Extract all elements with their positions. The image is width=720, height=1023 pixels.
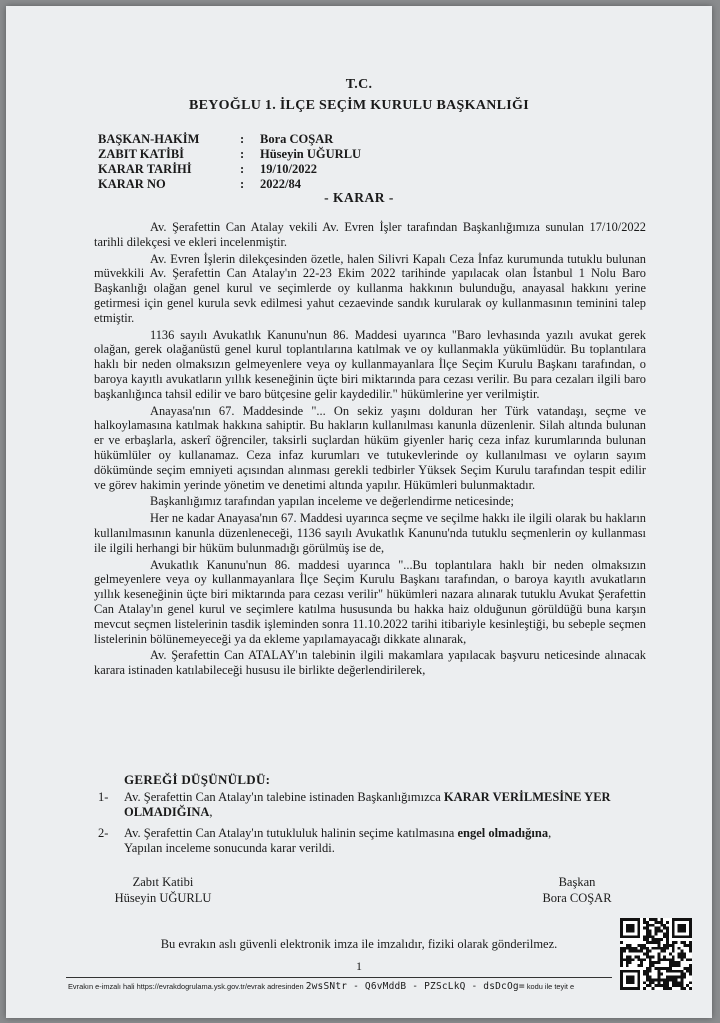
signature-role: Başkan [558, 875, 596, 889]
decision-body [94, 220, 646, 678]
meta-colon: : [240, 147, 245, 161]
signature-role: Zabıt Katibi [132, 875, 194, 889]
item-number: 2- [98, 826, 109, 840]
signature-name: Hüseyin UĞURLU [114, 891, 212, 905]
verification-code: 2wsSNtr - Q6vMddB - PZScLkQ - dsDcOg= [305, 981, 525, 992]
paragraph: Av. Şerafettin Can ATALAY'ın talebinin ilgili makamlara yapılacak başvuru neticesinde alınacak karara istinaden katılabileceği hususu ile birlikte değerlendirilerek, [94, 648, 646, 678]
signature-name: Bora COŞAR [542, 891, 612, 905]
gerek-title: GEREĞİ DÜŞÜNÜLDÜ: [124, 772, 271, 787]
paragraph: 1136 sayılı Avukatlık Kanunu'nun 86. Maddesi uyarınca "Baro levhasında yazılı avukat gerek olağan, gerek olağanüstü genel kurul toplantılarına katılmak ve oy kullanmakla yükümlüdür. Bu toplantılara haklı bir neden olmaksızın gelmeyenlere veya oy kullanmayanlara İlçe Seçim Kurulu Başkanı tarafından, o baroya kayıtlı avukatların yıllık keseneğinin üçte biri miktarında para cezası verilir. Bu para cezaları ilgili baro başkanlığınca tahsil edilir ve baro bütçesine gelir kaydedilir." hükümlerine yer verilmiştir. [94, 327, 646, 401]
signature-zabit [98, 874, 228, 906]
paragraph: Av. Evren İşlerin dilekçesinden özetle, halen Silivri Kapalı Ceza İnfaz kurumunda tutuklu bulunan müvekkili Av. Şerafettin Can Atalay'ın 22-23 Ekim 2022 tarihinde yapılacak olan İstanbul 1 Nolu Baro Başkanlığı olağan genel kurul ve seçimlerde oy kullanma hakkının bulunduğu, anayasal hakkını yerine getirmesi için genel kurula sevk edilmesi yahut cezaevinde sandık kurularak oy kullanmasının teminini talep etmiştir. [94, 251, 646, 325]
paragraph: Avukatlık Kanunu'nun 86. maddesi uyarınca "...Bu toplantılara haklı bir neden olmaksızın gelmeyenlere veya oy kullanmayanlara İlçe Seçim Kurulu Başkanı tarafından, o baroya kayıtlı avukatların yıllık keseneğinin üçte biri miktarında para cezası verilir" hükümleri nazara alınarak tutuklu Avukat Şerafettin Can Atalay'ın genel kurul ve seçimlere katılma hususunda bu hakka haiz olduğunun görüldüğü buna karşın mevcut seçmen listelerinin tasdik işleminden sonra 11.10.2022 tarihi itibariyle kesinleştiği, bu sebeple seçmen listelerinin bölünemeyeceği ya da ekleme yapılamayacağı dikkate alınarak, [94, 557, 646, 646]
header-institution: BEYOĞLU 1. İLÇE SEÇİM KURULU BAŞKANLIĞI [189, 98, 529, 113]
qr-code-icon [620, 918, 692, 990]
header-tc: T.C. [345, 77, 373, 92]
item-text-end: , [548, 826, 552, 840]
meta-colon: : [240, 132, 245, 146]
paragraph: Av. Şerafettin Can Atalay vekili Av. Evren İşler tarafından Başkanlığımıza sunulan 17/10/2022 tarihli dilekçesi ve ekleri incelenmiştir. [94, 220, 646, 249]
item-number: 1- [98, 790, 109, 804]
meta-key: KARAR TARİHİ [98, 162, 192, 176]
paragraph: Her ne kadar Anayasa'nın 67. Maddesi uyarınca seçme ve seçilme hakkı ile ilgili olarak bu hakların kullanılmasının kanunla düzenleneceği, 1136 sayılı Avukatlık Kanunu'nda tutuklu seçmenlerin oy kullanması ile ilgili herhangi bir hüküm bulunmadığı görülmüş ise de, [94, 511, 646, 555]
item-bold-part: KARAR VERİLMESİNE YER OLMADIĞINA [124, 790, 611, 819]
e-signature-note: Bu evrakın aslı güvenli elektronik imza ile imzalıdır, fiziki olarak gönderilmez. [160, 937, 558, 951]
document-page [6, 6, 712, 1018]
item-text-part: Av. Şerafettin Can Atalay'ın talebine istinaden Başkanlığımızca [124, 790, 444, 804]
item-text [124, 826, 624, 856]
meta-value: 19/10/2022 [260, 162, 317, 176]
item-bold-part: engel olmadığına [457, 826, 549, 840]
karar-title: - KARAR - [324, 190, 394, 205]
meta-key: ZABIT KATİBİ [98, 147, 185, 161]
paragraph: Başkanlığımız tarafından yapılan inceleme ve değerlendirme neticesinde; [150, 494, 514, 509]
meta-row-tarih [98, 162, 317, 177]
meta-value: 2022/84 [260, 177, 301, 191]
page-number: 1 [356, 959, 362, 973]
footer-divider [66, 977, 612, 978]
meta-row-baskan [98, 132, 333, 147]
meta-key: BAŞKAN-HAKİM [98, 132, 200, 146]
item-text [124, 790, 624, 820]
paragraph: Anayasa'nın 67. Maddesinde "... On sekiz yaşını dolduran her Türk vatandaşı, seçme ve halkoylamasına katılmak hakkına sahiptir. Bu hakların kullanılması kanunla düzenlenir. Silah altında bulunan er ve erbaşlarla, askerî öğrenciler, taksirli suçlardan hüküm giyenler hariç ceza infaz kurumlarında bulunan hükümlüler oy kullanamaz. Ceza infaz kurumları ve tutukevlerinde oy kullanılması ve oyların sayım dökümünde seçim emniyeti açısından alınması gerekli tedbirler Yüksek Seçim Kurulu tarafından tespit edilir ve görev hakimin yerinde yönetim ve denetimi altında yapılır. Hükümleri bulunmaktadır. [94, 403, 646, 492]
item-text-end: , [209, 805, 213, 819]
meta-row-zabit [98, 147, 361, 162]
meta-value: Bora COŞAR [260, 132, 334, 146]
verification-prefix: Evrakın e-imzalı hali https://evrakdogrulama.ysk.gov.tr/evrak adresinden [68, 982, 304, 991]
meta-key: KARAR NO [98, 177, 166, 191]
signature-baskan [522, 874, 632, 906]
verification-suffix: kodu ile teyit e [526, 982, 575, 991]
meta-colon: : [240, 177, 245, 191]
item-text-line2: Yapılan inceleme sonucunda karar verildi. [124, 841, 335, 855]
qr-code-graphic [620, 918, 692, 990]
meta-value: Hüseyin UĞURLU [260, 147, 362, 161]
meta-colon: : [240, 162, 245, 176]
verification-line [68, 981, 574, 992]
item-text-part: Av. Şerafettin Can Atalay'ın tutukluluk halinin seçime katılmasına [124, 826, 458, 840]
